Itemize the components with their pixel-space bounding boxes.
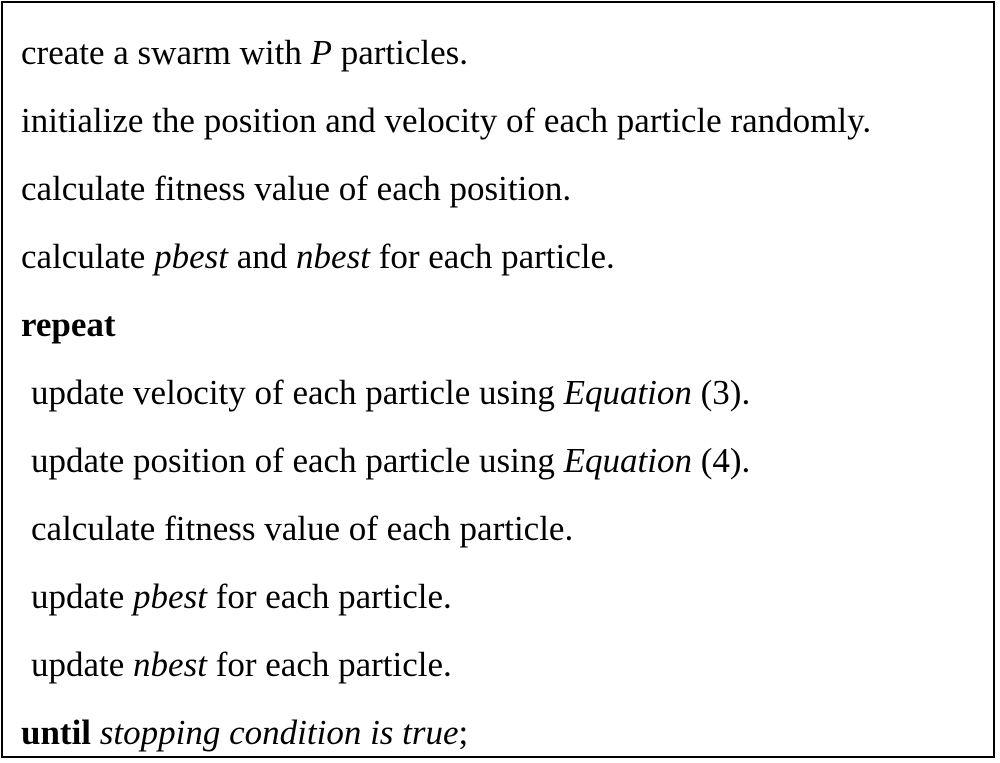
line-text: update — [31, 645, 134, 684]
line-text: and — [228, 237, 297, 276]
equation-reference: Equation — [563, 373, 692, 412]
algorithm-box — [1, 1, 995, 758]
line-text: calculate fitness value of each particle. — [31, 509, 574, 548]
equation-reference: Equation — [563, 441, 692, 480]
algorithm-line-7 — [31, 441, 750, 481]
algorithm-line-1 — [21, 33, 468, 73]
line-text: update position of each particle using — [31, 441, 564, 480]
variable-nbest: nbest — [133, 645, 207, 684]
line-text: update velocity of each particle using — [31, 373, 564, 412]
variable-nbest: nbest — [296, 237, 370, 276]
stopping-condition: stopping condition is true — [99, 713, 459, 752]
variable-pbest: pbest — [154, 237, 228, 276]
keyword-until: until — [21, 713, 92, 752]
line-text: update — [31, 577, 134, 616]
keyword-repeat: repeat — [21, 305, 116, 344]
line-text: for each particle. — [369, 237, 615, 276]
line-text: initialize the position and velocity of each particle randomly. — [21, 101, 872, 140]
line-text: ; — [458, 713, 469, 752]
algorithm-line-4 — [21, 237, 615, 277]
algorithm-line-5 — [21, 305, 116, 345]
algorithm-line-2 — [21, 101, 871, 141]
line-text: for each particle. — [206, 577, 452, 616]
line-text: create a swarm with — [21, 33, 311, 72]
line-text: (4). — [691, 441, 751, 480]
variable-pbest: pbest — [133, 577, 207, 616]
algorithm-line-11 — [21, 713, 468, 753]
line-text: for each particle. — [206, 645, 452, 684]
line-text: (3). — [691, 373, 751, 412]
algorithm-line-10 — [31, 645, 452, 685]
line-text: calculate fitness value of each position. — [21, 169, 572, 208]
variable-p: P — [310, 33, 332, 72]
algorithm-line-3 — [21, 169, 571, 209]
algorithm-line-9 — [31, 577, 452, 617]
line-text: particles. — [331, 33, 469, 72]
algorithm-line-8 — [31, 509, 573, 549]
algorithm-line-6 — [31, 373, 750, 413]
line-text — [91, 713, 100, 752]
line-text: calculate — [21, 237, 155, 276]
